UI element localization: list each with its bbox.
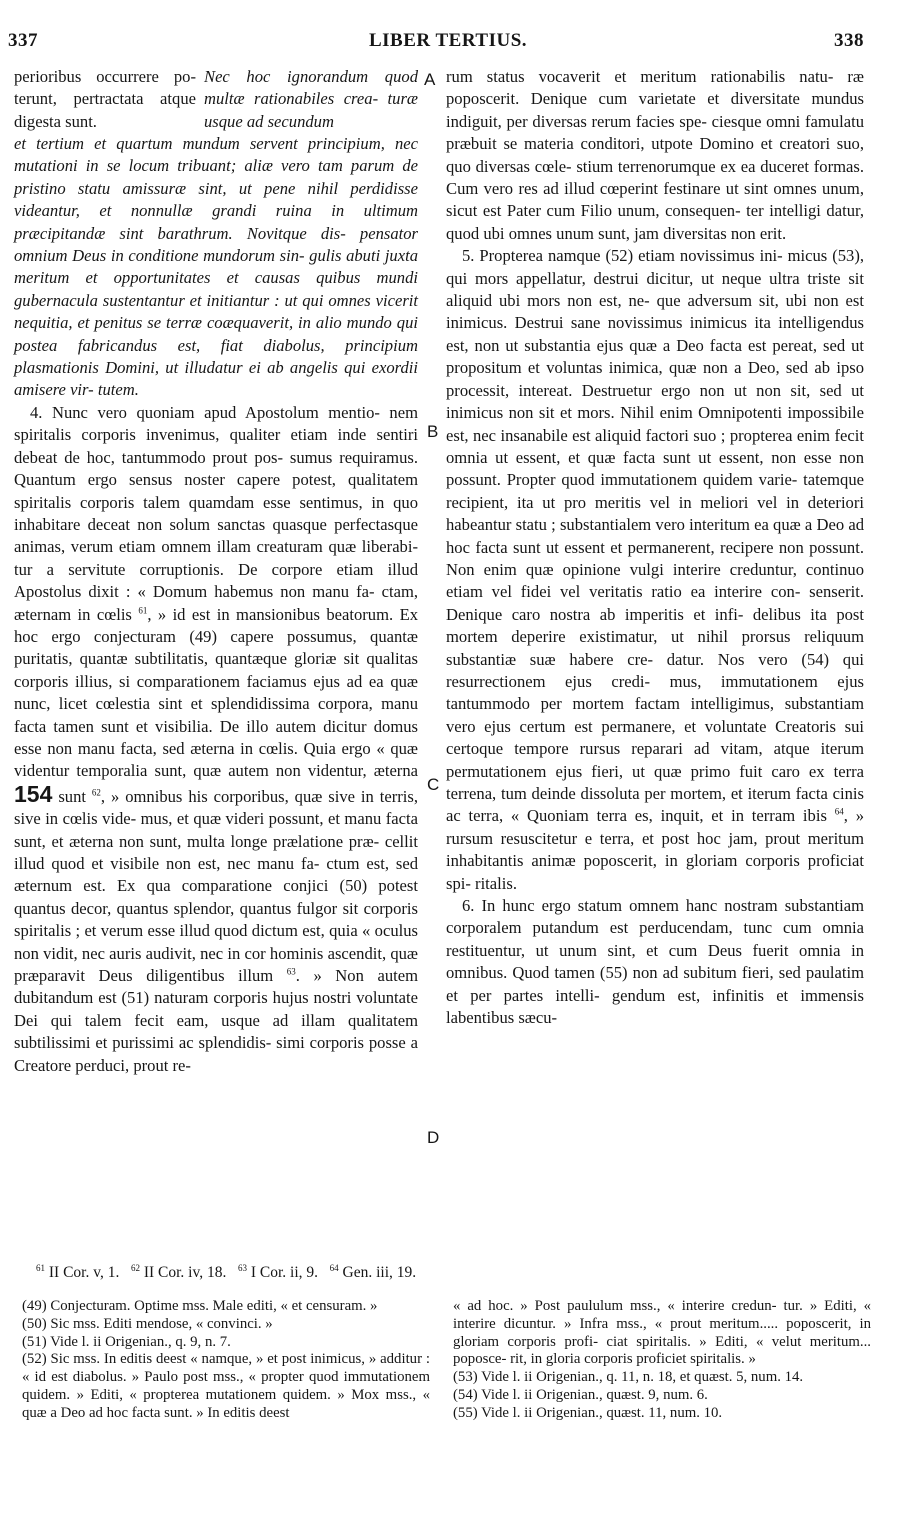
left-page-number: 337 [8, 30, 38, 51]
ref-number: 64 [329, 1262, 339, 1273]
intro-block [14, 66, 418, 133]
footnote-ref-64: 64 [834, 806, 844, 817]
ref-text: Gen. iii, 19. [342, 1264, 417, 1281]
paragraph-4 [14, 402, 418, 1077]
note-52: (52) Sic mss. In editis deest « namque, » et post inimicus, » additur : « id est diabolus. » Paulo post mss., « propter quod immutationem quidem. » Editi, « propterea mutationem quidem. » Mox mss., « quæ a Deo ad hoc facta sunt. » In editis deest [22, 1351, 430, 1421]
continuation-paragraph: rum status vocaverit et meritum rationabilis natu- ræ poposcerit. Denique cum varietate et diversitate mundus indiguit, per diversas rerum facies spe- ciesque omni famulatu præbuit se materia conditori, utpote Domino et creatori suo, quo diversas cœle- stium terrenorumque ex ea duceret formas. Cum vero res ad illud cœperint festinare ut sint omnes unum, sicut est Pater cum Filio unum, consequen- ter intelligi datur, quod ubi omnes unum sunt, jam diversitas non erit. [446, 67, 864, 243]
paragraph-5 [446, 245, 864, 895]
note-53: (53) Vide l. ii Origenian., q. 11, n. 18, et quæst. 5, num. 14. [453, 1369, 804, 1386]
ref-number: 63 [238, 1262, 247, 1273]
intro-left-text: perioribus occurrere po- terunt, pertractata atque digesta sunt. [14, 67, 196, 131]
footnote-ref-61: 61 [138, 605, 148, 615]
margin-marker-a: A [424, 70, 436, 89]
margin-marker-c: C [427, 775, 440, 794]
notes-left-column [22, 1298, 430, 1423]
para4-text-1: 4. Nunc vero quoniam apud Apostolum mentio- nem spiritalis corporis invenimus, qualiter etiam inde sentiri debeat de hoc, tantummodo prout pos- sumus requiramus. Quantum ergo sensus noster capere potest, qualitatem spiritalis corporis talem quamdam esse sentimus, in quo inhabitare deceat non solum sanctas quasque perfectasque animas, verum etiam omnem illam creaturam quæ liberabi- tur a servitute corruptionis. De corpore etiam illud Apostolus dixit : « Domum habemus non manu fa- ctam, æternam in cœlis [14, 402, 418, 624]
note-55: (55) Vide l. ii Origenian., quæst. 11, num. 10. [453, 1404, 723, 1421]
intro-right-italic: Nec hoc ignorandum quod multæ rationabiles crea- turæ usque ad secundum [204, 67, 418, 131]
note-52-continued: « ad hoc. » Post paululum mss., « interire credun- tur. » Editi, « interire dicuntur. » Infra mss., « prout meritum..... poposcerit, in gloriam corporis profi- ciat spiritalis. » Editi, « velut meritum... poposce- rit, in gloria corporis proficiet spiritalis. » [453, 1298, 871, 1368]
ref-text: I Cor. ii, 9. [250, 1264, 319, 1281]
para4-text-2: , » id est in mansionibus beatorum. Ex hoc ergo conjecturam (49) capere possumus, quantæ puritatis, quantæ subtilitatis, quantæque gloriæ sit qualitas corporis illius, si comparationem faciamus ejus ad ea quæ nunc, licet cœlestia sint et splendidissima corpora, manu facta tamen sunt et visibilia. De illo autem dicitur domus esse non manu facta, sed æterna in cœlis. Quia ergo « quæ videntur temporalia sunt, quæ autem non videntur, æterna [14, 604, 418, 781]
note-49: (49) Conjecturam. Optime mss. Male editi, « et censuram. » [22, 1298, 378, 1314]
note-50: (50) Sic mss. Editi mendose, « convinci. » [22, 1315, 273, 1332]
ref-number: 61 [36, 1262, 45, 1273]
para4-text-3: sunt [58, 786, 86, 806]
page-header [8, 30, 864, 56]
footnote-ref-63: 63 [286, 966, 296, 977]
paragraph-6: 6. In hunc ergo statum omnem hanc nostram substantiam corporalem putandum est perducendam, tunc cum omnia restituentur, ut unum sint, et cum Deus fuerit omnia in omnibus. Quod tamen (55) non ad subitum fieri, sed paulatim et per partes intelli- gendum est, infinitis et immensis labentibus sæcu- [446, 896, 864, 1028]
para5-end: , » rursum resuscitetur e terra, et post hoc jam, prout meritum inhabitantis animæ poposcerit, in gloriam corporis proficiat spi- ritalis. [446, 806, 864, 893]
ref-text: II Cor. v, 1. [48, 1264, 120, 1281]
scripture-references [36, 1264, 876, 1282]
para5-text: 5. Propterea namque (52) etiam novissimus ini- micus (53), qui mors appellatur, destrui dicitur, ut neque ultra triste sit aliquid ubi mors non est, ne- que adversum sit, ubi non est inimicus. Destrui sane novissimus inimicus ita intelligendus est, non ut substantia ejus quæ a Deo facta est pereat, sed ut propositum et voluntas inimica, quæ non a Deo, sed ab ipso processit, intereat. Destruetur ergo non ut non sit, sed ut inimicus non sit et mors. Nihil enim Omnipotenti impossibile est, nec insanabile est aliquid factori suo ; propterea enim fecit omnia ut essent, et quæ facta sunt ut essent, non esse non possunt. Propter quod immutationem quidem varie- tatemque recipient, ita ut pro meritis vel in meliori vel in deteriori habeantur statu ; substantialem vero interitum ea quæ a Deo ad hoc facta sunt ut essent et permanerent, recipere non possunt. Non enim quæ opinione vulgi interire creduntur, continuo etiam vel fidei vel veritatis ratio ea interire con- senserit. Denique caro nostra ab imperitis et infi- delibus ita post mortem deperire existimatur, ut nihil prorsus reliquum substantiæ suæ habere cre- datur. Nos vero (54) qui resurrectionem ejus credi- mus, immutationem ejus tantummodo per mortem factam intelligimus, substantiam vero ejus certum est permanere, et voluntate Creatoris sui certoque tempore rursus reparari ad vitam, atque iterum permutationem ejus fieri, ut quæ primo fuit caro ex terra terrena, tum deinde dissoluta per mortem, et iterum facta cinis ac terra, « Quoniam terra es, inquit, et in terram ibis [446, 246, 864, 826]
para4-text-5: . » Non autem dubitandum est (51) naturam corporis hujus nostri voluntate Dei qui talem fecit eam, usque ad illam qualitatem subtilissimi et purissimi ac splendidis- simi corporis posse a Creatore perduci, prout re- [14, 966, 418, 1075]
ref-text: II Cor. iv, 18. [143, 1264, 227, 1281]
notes-right-column [453, 1298, 871, 1423]
para4-text-4: , » omnibus his corporibus, quæ sive in terris, sive in cœlis vide- mus, et quæ videri possunt, et manu facta sunt, et æterna non sunt, multa longe prælatione præ- cellit illud quod et visibile non est, nec manu fa- ctum est, sed æternum est. Ex qua comparatione conjici (50) potest quantus decor, quantus splendor, quantus fulgor sit corporis spiritalis ; et verum esse illud quod dictum est, quia « oculus non vidit, nec auris audivit, nec in cor hominis ascendit, quæ præparavit Deus diligentibus illum [14, 786, 418, 986]
running-title: LIBER TERTIUS. [368, 30, 528, 51]
note-54: (54) Vide l. ii Origenian., quæst. 9, num. 6. [453, 1386, 708, 1403]
margin-marker-d: D [427, 1128, 440, 1147]
ref-number: 62 [130, 1262, 140, 1273]
italic-continuation: et tertium et quartum mundum servent principium, nec mutationi in se locum tribuant; aliæ vero tam parum de pristino statu amissuræ sint, ut pene nihil perdidisse videantur, et nonnullæ grandi ruina in ultimum præcipitandæ sint barathrum. Novitque dis- pensator omnium Deus in conditione mundorum sin- gulis abuti juxta meritum et opportunitates et causas quibus mundi gubernacula sustentantur et initiantur : ut qui omnes vicerit nequitia, et penitus se terræ coæquaverit, in alio mundo qui postea fabricandus est, fiat diabolus, principium plasmationis Domini, ut illudatur ei ab angelis qui exordii amisere vir- tutem. [14, 134, 418, 400]
left-column [14, 66, 418, 1077]
right-column [446, 66, 864, 1029]
right-page-number: 338 [834, 30, 864, 51]
note-51: (51) Vide l. ii Origenian., q. 9, n. 7. [22, 1333, 231, 1350]
footnote-ref-62: 62 [91, 787, 101, 798]
margin-marker-b: B [427, 422, 439, 441]
folio-number: 154 [14, 780, 53, 807]
